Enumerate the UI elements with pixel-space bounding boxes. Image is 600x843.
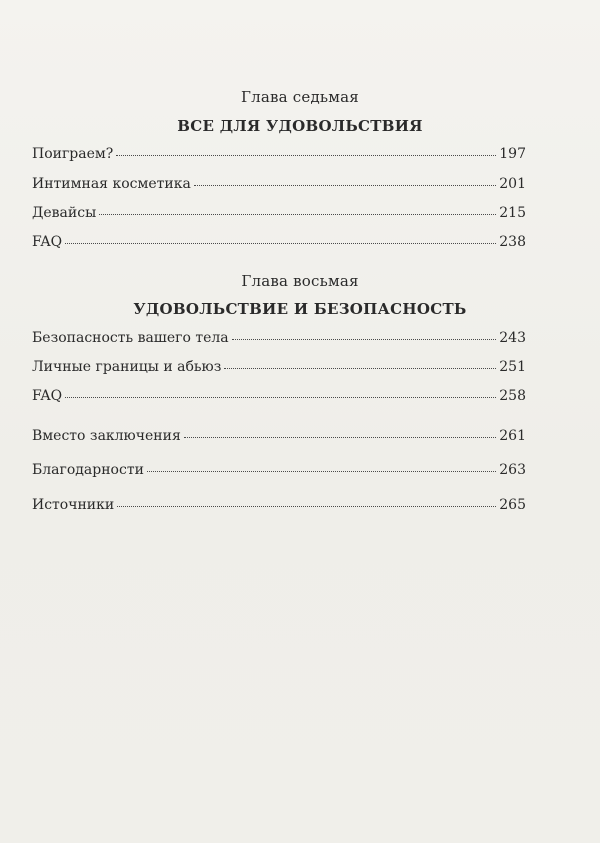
- dot-leader: [116, 154, 496, 156]
- toc-entry-title: Девайсы: [32, 205, 97, 221]
- toc-entry-title: Личные границы и абьюз: [32, 359, 222, 375]
- toc-entry-page: 258: [499, 388, 526, 404]
- chapter-7-title: ВСЕ ДЛЯ УДОВОЛЬСТВИЯ: [177, 117, 423, 135]
- toc-entry-page: 197: [499, 146, 526, 162]
- toc-entry: [32, 234, 526, 254]
- chapter-7-label: Глава седьмая: [241, 88, 359, 106]
- toc-entry-title: Благодарности: [32, 462, 144, 478]
- chapter-8-title: УДОВОЛЬСТВИЕ И БЕЗОПАСНОСТЬ: [133, 300, 467, 318]
- dot-leader: [184, 436, 496, 438]
- dot-leader: [147, 470, 496, 472]
- toc-entry: [32, 462, 526, 482]
- dot-leader: [117, 505, 496, 507]
- toc-entry-page: 261: [499, 428, 526, 444]
- toc-entry-page: 238: [499, 234, 526, 250]
- dot-leader: [65, 242, 496, 244]
- toc-entry: [32, 146, 526, 166]
- toc-entry-title: Безопасность вашего тела: [32, 330, 229, 346]
- toc-entry-title: Поиграем?: [32, 146, 114, 162]
- dot-leader: [99, 213, 496, 215]
- toc-entry-page: 265: [499, 497, 526, 513]
- toc-entry-title: Вместо заключения: [32, 428, 181, 444]
- dot-leader: [232, 338, 497, 340]
- toc-entry: [32, 330, 526, 350]
- dot-leader: [224, 367, 496, 369]
- toc-entry: [32, 428, 526, 448]
- toc-entry-title: Источники: [32, 497, 115, 513]
- toc-entry-page: 201: [499, 176, 526, 192]
- toc-entry-page: 243: [499, 330, 526, 346]
- toc-entry: [32, 497, 526, 517]
- toc-entry: [32, 205, 526, 225]
- toc-entry-page: 215: [499, 205, 526, 221]
- toc-entry: [32, 388, 526, 408]
- toc-entry-page: 251: [499, 359, 526, 375]
- toc-entry-page: 263: [499, 462, 526, 478]
- dot-leader: [194, 184, 496, 186]
- toc-entry-title: Интимная косметика: [32, 176, 191, 192]
- toc-entry-title: FAQ: [32, 388, 63, 404]
- chapter-8-label: Глава восьмая: [241, 272, 359, 290]
- dot-leader: [65, 396, 496, 398]
- toc-entry-title: FAQ: [32, 234, 63, 250]
- toc-entry: [32, 359, 526, 379]
- toc-entry: [32, 176, 526, 196]
